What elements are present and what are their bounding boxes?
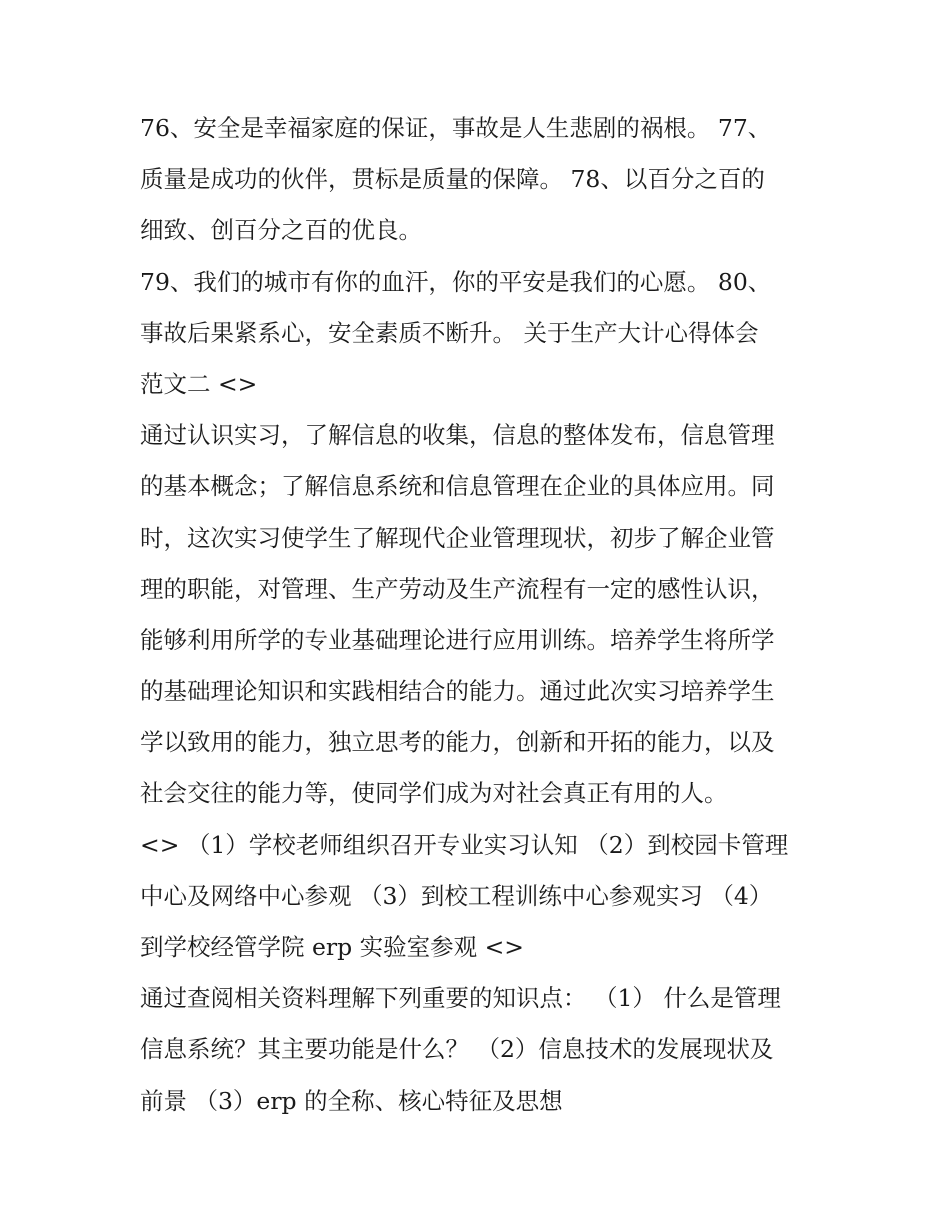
text-line-11: 能够利用所学的专业基础理论进行应用训练。培养学生将所学	[140, 625, 775, 654]
text-line-13: 学以致用的能力，独立思考的能力，创新和开拓的能力，以及	[140, 728, 775, 757]
text-line-1: 76、安全是幸福家庭的保证，事故是人生悲剧的祸根。 77、	[140, 114, 772, 142]
text-line-2: 质量是成功的伙伴，贯标是质量的保障。 78、以百分之百的	[140, 165, 765, 194]
text-line-15: <> （1）学校老师组织召开专业实习认知 （2）到校园卡管理	[140, 830, 789, 859]
text-line-18: 通过查阅相关资料理解下列重要的知识点： （1） 什么是管理	[140, 984, 781, 1013]
text-line-19: 信息系统？其主要功能是什么？ （2）信息技术的发展现状及	[140, 1035, 774, 1064]
text-line-4: 79、我们的城市有你的血汗，你的平安是我们的心愿。 80、	[140, 267, 772, 296]
text-line-10: 理的职能，对管理、生产劳动及生产流程有一定的感性认识，	[140, 574, 775, 603]
text-line-6: 范文二 <>	[140, 369, 258, 398]
text-line-17: 到学校经管学院 erp 实验室参观 <>	[140, 933, 524, 961]
text-line-5: 事故后果紧系心，安全素质不断升。 关于生产大计心得体会	[140, 318, 759, 347]
text-line-12: 的基础理论知识和实践相结合的能力。通过此次实习培养学生	[140, 677, 775, 706]
text-line-8: 的基本概念；了解信息系统和信息管理在企业的具体应用。同	[140, 472, 775, 501]
text-line-16: 中心及网络中心参观 （3）到校工程训练中心参观实习 （4）	[140, 881, 773, 910]
text-line-7: 通过认识实习，了解信息的收集，信息的整体发布，信息管理	[140, 421, 775, 450]
text-line-14: 社会交往的能力等，使同学们成为对社会真正有用的人。	[140, 779, 728, 808]
text-line-20: 前景 （3）erp 的全称、核心特征及思想	[140, 1086, 563, 1115]
text-line-9: 时，这次实习使学生了解现代企业管理现状，初步了解企业管	[140, 523, 775, 552]
text-line-3: 细致、创百分之百的优良。	[140, 216, 422, 245]
document-body	[140, 103, 820, 1127]
